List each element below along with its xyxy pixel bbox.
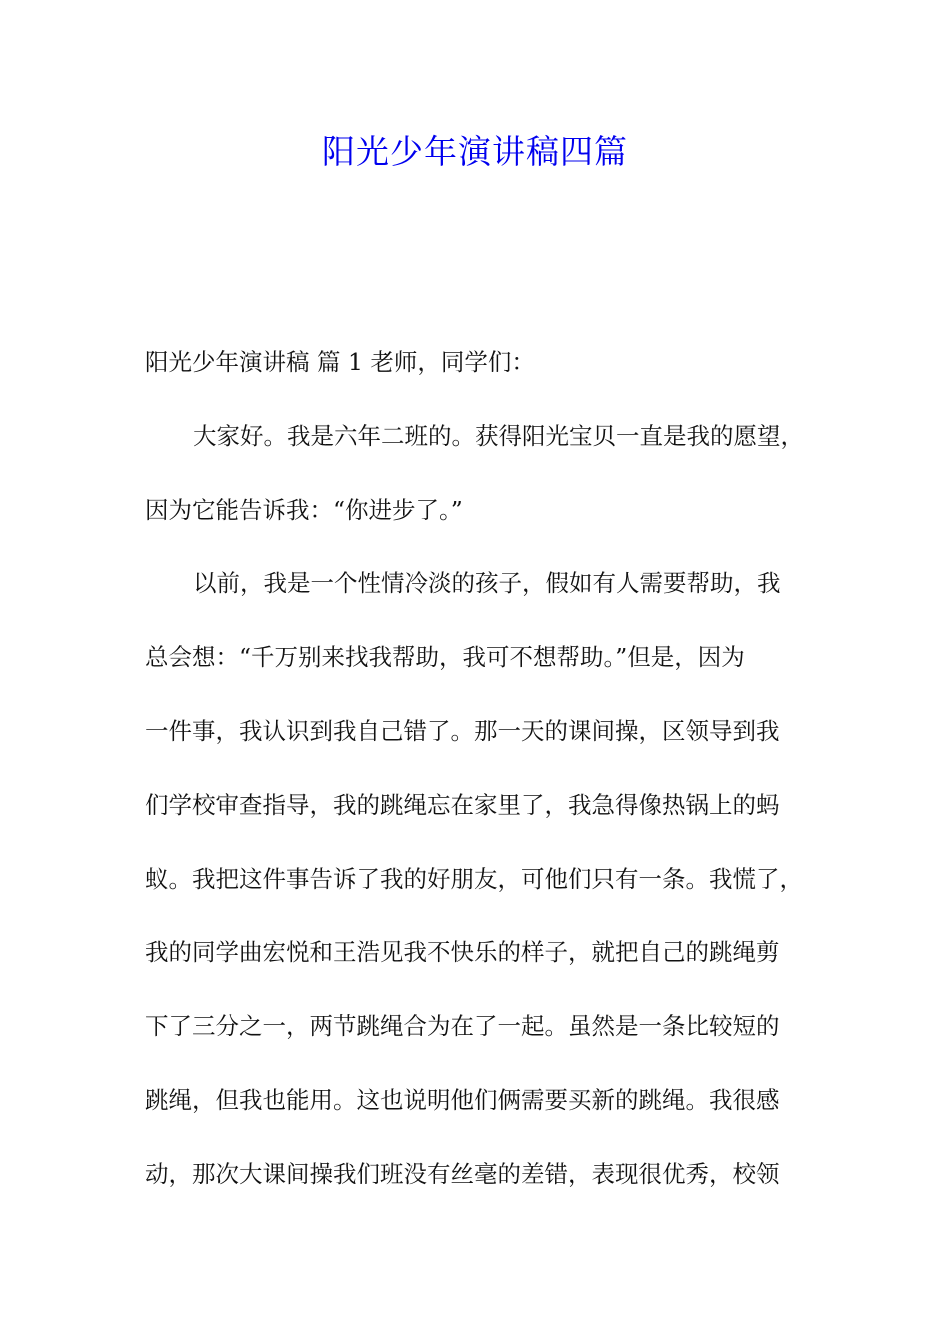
paragraph-line: 动，那次大课间操我们班没有丝毫的差错，表现很优秀，校领 [145, 1159, 780, 1188]
paragraph-line: 阳光少年演讲稿 篇 1 老师，同学们： [145, 348, 535, 376]
document-title: 阳光少年演讲稿四篇 [322, 132, 628, 171]
paragraph-line: 跳绳，但我也能用。这也说明他们俩需要买新的跳绳。我很感 [145, 1085, 780, 1114]
document-body [145, 342, 825, 1228]
paragraph-line: 总会想：“千万别来找我帮助，我可不想帮助。”但是，因为 [145, 643, 745, 672]
paragraph-line: 因为它能告诉我：“你进步了。” [145, 495, 463, 524]
paragraph-line: 下了三分之一，两节跳绳合为在了一起。虽然是一条比较短的 [145, 1012, 780, 1041]
paragraph-line: 我的同学曲宏悦和王浩见我不快乐的样子，就把自己的跳绳剪 [145, 938, 780, 967]
paragraph-line: 以前，我是一个性情冷淡的孩子，假如有人需要帮助，我 [193, 569, 781, 598]
paragraph-line: 蚁。我把这件事告诉了我的好朋友，可他们只有一条。我慌了， [145, 864, 803, 893]
paragraph-line: 大家好。我是六年二班的。获得阳光宝贝一直是我的愿望， [193, 421, 804, 450]
paragraph-line: 们学校审查指导，我的跳绳忘在家里了，我急得像热锅上的蚂 [145, 790, 780, 819]
paragraph-line: 一件事，我认识到我自己错了。那一天的课间操，区领导到我 [145, 716, 780, 745]
